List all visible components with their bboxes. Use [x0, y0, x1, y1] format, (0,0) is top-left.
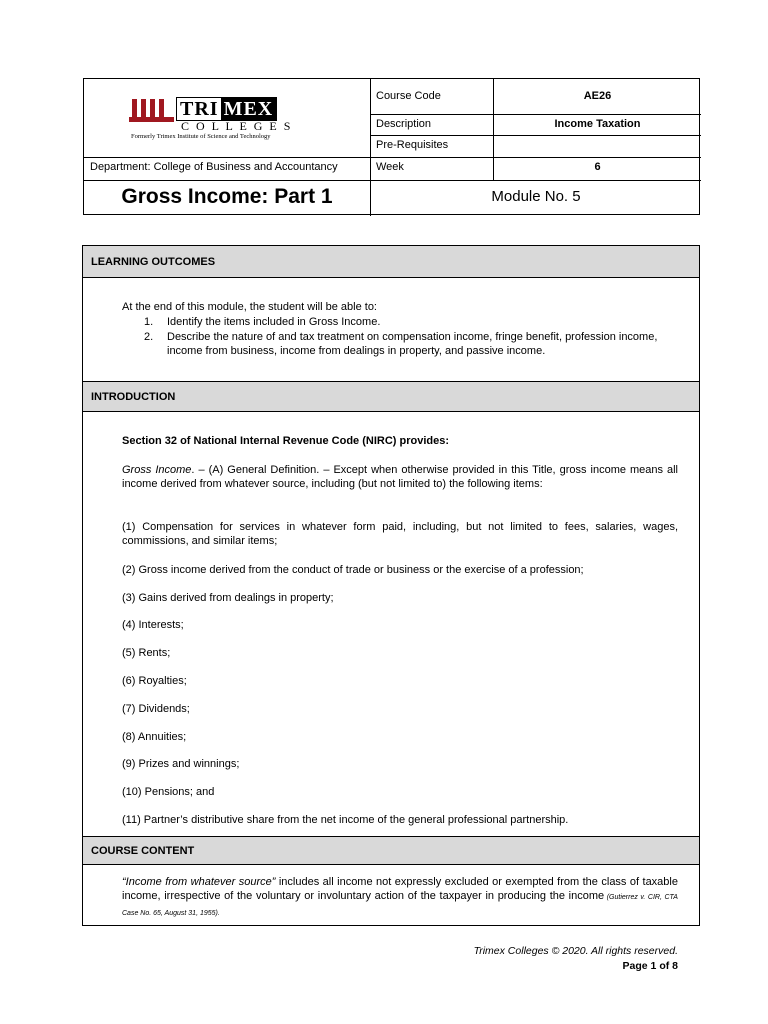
learning-outcomes-heading: LEARNING OUTCOMES: [83, 246, 699, 278]
course-content-quote: “Income from whatever source”: [122, 876, 276, 888]
learning-outcomes-section: [82, 245, 700, 382]
gross-income-item: (7) Dividends;: [122, 703, 190, 715]
week-label: Week: [376, 161, 404, 173]
definition-text: . – (A) General Definition. – Except when otherwise provided in this Title, gross income means all income derived from whatever source, including (but not limited to) the following items:: [122, 464, 679, 490]
gross-income-item: (8) Annuities;: [122, 731, 187, 743]
description-value: Income Taxation: [554, 118, 641, 130]
gross-income-item: (11) Partner’s distributive share from the net income of the general professional partnership.: [122, 814, 569, 826]
gross-income-item: (2) Gross income derived from the conduct of trade or business or the exercise of a profession;: [122, 564, 584, 576]
course-content-section: [82, 836, 700, 926]
week-value: 6: [594, 161, 601, 173]
module-title: Gross Income: Part 1: [121, 185, 333, 208]
gross-income-item: (10) Pensions; and: [122, 786, 215, 798]
definition-term: Gross Income: [122, 464, 192, 476]
prerequisites-label: Pre-Requisites: [376, 139, 449, 151]
gross-income-definition: [122, 463, 678, 491]
footer-page-number: Page 1 of 8: [622, 960, 678, 972]
gross-income-item: (6) Royalties;: [122, 675, 187, 687]
course-content-heading: COURSE CONTENT: [83, 837, 699, 865]
outcome-text: Describe the nature of and tax treatment on compensation income, fringe benefit, profession income, income from business, income from dealings in property, and passive income.: [167, 331, 658, 357]
outcome-number: 2.: [144, 331, 154, 343]
course-content-citation: (Gutierrez v. CIR, CTA Case No. 65, August 31, 1955).: [122, 894, 678, 917]
logo-subtitle: C O L L E G E S: [181, 119, 293, 133]
module-number: Module No. 5: [491, 188, 581, 205]
outcome-text: Identify the items included in Gross Income.: [167, 316, 381, 328]
course-code-value: AE26: [583, 90, 612, 102]
course-content-text: includes all income not expressly excluded or exempted from the class of taxable income, irrespective of the voluntary or involuntary action of the taxpayer in producing the income: [122, 876, 678, 902]
college-logo: [129, 93, 329, 143]
introduction-heading: INTRODUCTION: [83, 382, 699, 412]
logo-text-tri: TRI: [180, 97, 219, 120]
learning-outcomes-intro: At the end of this module, the student will be able to:: [122, 301, 377, 313]
outcome-number: 1.: [144, 316, 154, 328]
department-label: Department: College of Business and Accountancy: [90, 161, 338, 173]
introduction-section: [82, 381, 700, 837]
outcome-item: [144, 315, 664, 329]
footer-copyright: Trimex Colleges © 2020. All rights reserved.: [473, 945, 678, 957]
outcome-item: [144, 330, 674, 358]
nirc-section-title: Section 32 of National Internal Revenue Code (NIRC) provides:: [122, 435, 449, 447]
logo-tagline: Formerly Trimex Institute of Science and Technology: [131, 133, 271, 140]
gross-income-item: (9) Prizes and winnings;: [122, 758, 240, 770]
gross-income-item: (5) Rents;: [122, 647, 171, 659]
gross-income-item: (3) Gains derived from dealings in property;: [122, 592, 334, 604]
description-label: Description: [376, 118, 432, 130]
gross-income-item: (1) Compensation for services in whatever form paid, including, but not limited to fees, salaries, wages, commissions, and similar items;: [122, 521, 678, 547]
course-code-label: Course Code: [376, 90, 441, 102]
gross-income-item: (4) Interests;: [122, 619, 184, 631]
logo-text-mex: MEX: [221, 98, 277, 120]
course-content-paragraph: [122, 875, 678, 921]
course-header-table: [83, 78, 700, 215]
